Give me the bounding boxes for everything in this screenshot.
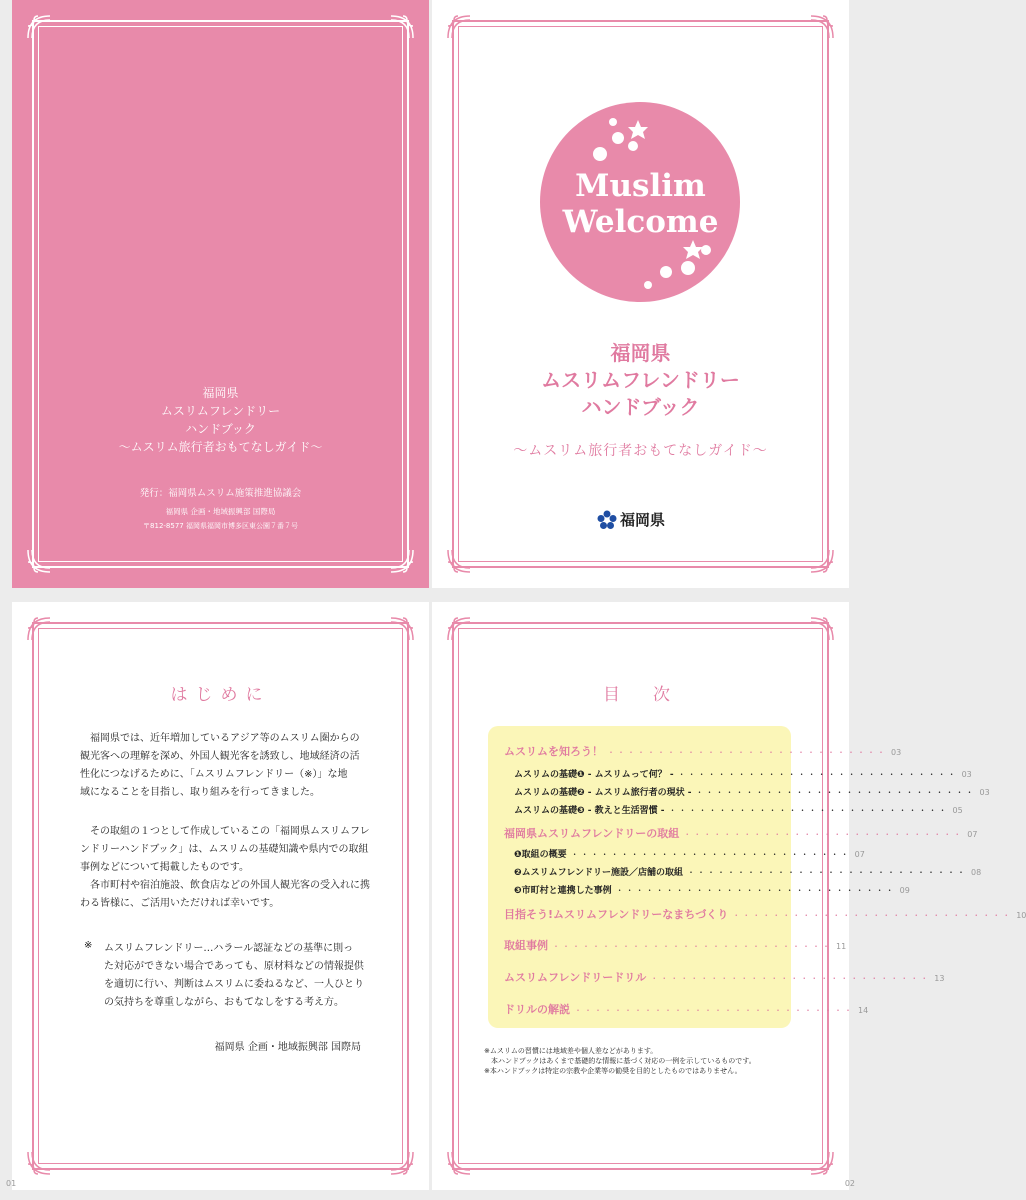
back-cover-page: [12, 0, 429, 588]
toc-item[interactable]: 取組事例 ・・・・・・・・・・・・・・・・・・・・・・・・・・・・ 11: [504, 939, 847, 952]
toc-item[interactable]: ❸市町村と連携した事例 ・・・・・・・・・・・・・・・・・・・・・・・・・・・・ 09: [514, 886, 910, 896]
plum-blossom-icon: [597, 510, 617, 530]
toc-item[interactable]: ❷ムスリムフレンドリー施設／店舗の取組 ・・・・・・・・・・・・・・・・・・・・・・・・・・・・ 08: [514, 868, 982, 878]
front-cover-title: 福岡県 ムスリムフレンドリー ハンドブック: [541, 341, 740, 419]
publisher-text: 発行：福岡県ムスリム施策推進協議会: [139, 488, 302, 499]
intro-paragraph-1: 福岡県では、近年増加しているアジア等のムスリム圏からの 観光客への理解を深め、外国人観光客を誘致し、地域経済の活 性化につなげるために、「ムスリムフレンドリー（※）」な地 域になることを目指し、取り組みを行ってきました。: [80, 733, 360, 798]
corner-ornament-icon: [809, 616, 835, 642]
corner-ornament-icon: [446, 14, 472, 40]
front-cover-subtitle: ～ムスリム旅行者おもてなしガイド～: [513, 443, 768, 459]
fukuoka-emblem: 福岡県: [597, 509, 665, 530]
address-text: 〒812-8577 福岡県福岡市博多区東公園７番７号: [143, 522, 298, 530]
intro-note-mark: ※: [84, 940, 93, 951]
corner-ornament-icon: [389, 1150, 415, 1176]
toc-item[interactable]: 福岡県ムスリムフレンドリーの取組 ・・・・・・・・・・・・・・・・・・・・・・・・・・・・ 07: [504, 827, 978, 840]
corner-ornament-icon: [389, 616, 415, 642]
corner-ornament-icon: [446, 1150, 472, 1176]
intro-page: [6, 602, 429, 1190]
intro-signature: 福岡県 企画・地域振興部 国際局: [214, 1042, 361, 1053]
corner-ornament-icon: [26, 14, 52, 40]
intro-heading: はじめに: [170, 685, 271, 705]
corner-ornament-icon: [809, 14, 835, 40]
toc-item[interactable]: ムスリムの基礎❸ - 教えと生活習慣 - ・・・・・・・・・・・・・・・・・・・・・・・・・・・・ 05: [514, 806, 963, 816]
corner-ornament-icon: [26, 1150, 52, 1176]
toc-item[interactable]: ムスリムフレンドリードリル ・・・・・・・・・・・・・・・・・・・・・・・・・・・・ 13: [504, 971, 945, 984]
intro-paragraph-2: その取組の１つとして作成しているこの「福岡県ムスリムフレ ンドリーハンドブック」は、ムスリムの基礎知識や県内での取組 事例などについて掲載したものです。 各市町村や宿泊施設、飲食店などの外国人観光客の受入れに携 わる皆様に、ご活用いただければ幸いです。: [80, 826, 370, 909]
front-cover-page: [432, 0, 849, 588]
page-number-right: 02: [844, 1179, 855, 1188]
toc-item[interactable]: ムスリムの基礎❶ - ムスリムって何？ - ・・・・・・・・・・・・・・・・・・・・・・・・・・・・ 03: [514, 770, 972, 780]
intro-note: ムスリムフレンドリー…ハラール認証などの基準に則っ た対応ができない場合であっても、原材料などの情報提供 を適切に行い、判断はムスリムに委ねるなど、一人ひとり の気持ちを尊重しながら、おもてなしをする考え方。: [104, 943, 364, 1008]
back-cover-frame-inner: [38, 26, 403, 562]
corner-ornament-icon: [26, 548, 52, 574]
toc-item[interactable]: ドリルの解説 ・・・・・・・・・・・・・・・・・・・・・・・・・・・・ 14: [504, 1003, 869, 1016]
department-text: 福岡県 企画・地域振興部 国際局: [165, 507, 276, 516]
toc-box: [488, 726, 1026, 1028]
logo-line-1: Muslim: [575, 168, 706, 204]
toc-item[interactable]: ムスリムを知ろう！ ・・・・・・・・・・・・・・・・・・・・・・・・・・・・ 03: [504, 745, 902, 758]
corner-ornament-icon: [26, 616, 52, 642]
toc-item[interactable]: ❶取組の概要 ・・・・・・・・・・・・・・・・・・・・・・・・・・・・ 07: [514, 850, 865, 860]
toc-heading: 目 次: [603, 685, 678, 705]
toc-list: [504, 726, 1026, 1028]
corner-ornament-icon: [389, 548, 415, 574]
page-number-left: 01: [6, 1179, 17, 1188]
back-cover-title: 福岡県 ムスリムフレンドリー ハンドブック ～ムスリム旅行者おもてなしガイド～: [118, 386, 323, 454]
toc-page: [432, 602, 1026, 1190]
toc-footnotes: ※ムスリムの習慣には地域差や個人差などがあります。 本ハンドブックはあくまで基礎的な情報に基づく対応の一例を示しているものです。 ※本ハンドブックは特定の宗教や企業等の勧奨を目的としたものではありません。: [484, 1047, 756, 1075]
logo-line-2: Welcome: [562, 204, 719, 240]
corner-ornament-icon: [446, 616, 472, 642]
toc-item[interactable]: 目指そう!ムスリムフレンドリーなまちづくり ・・・・・・・・・・・・・・・・・・・・・・・・・・・・ 10: [504, 908, 1026, 921]
corner-ornament-icon: [446, 548, 472, 574]
corner-ornament-icon: [809, 1150, 835, 1176]
corner-ornament-icon: [389, 14, 415, 40]
toc-item[interactable]: ムスリムの基礎❷ - ムスリム旅行者の現状 - ・・・・・・・・・・・・・・・・・・・・・・・・・・・・ 03: [514, 788, 990, 798]
muslim-welcome-logo: [538, 100, 743, 305]
corner-ornament-icon: [809, 548, 835, 574]
